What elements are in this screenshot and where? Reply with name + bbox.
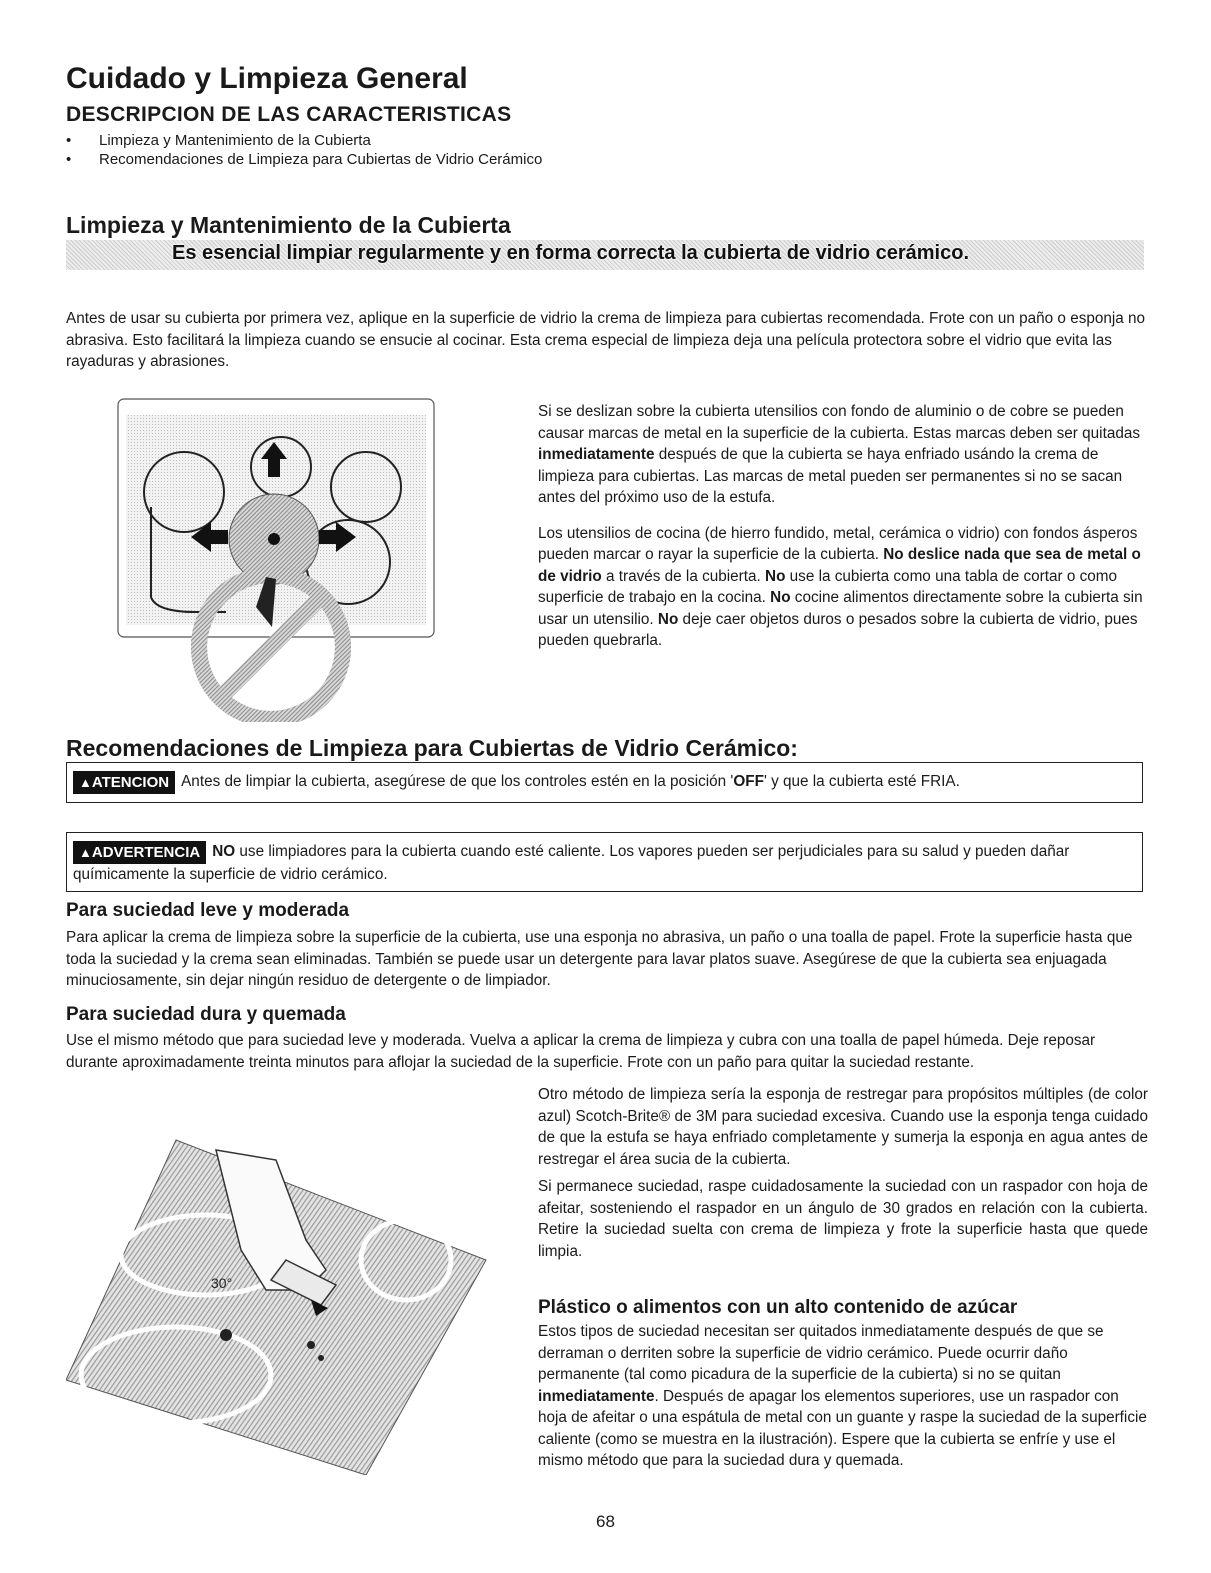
- light-soil-paragraph: Para aplicar la crema de limpieza sobre la superficie de la cubierta, use una esponja no abrasiva, un paño o una toalla de papel. Frote la superficie hasta que toda la suciedad y la crema sean eliminadas. También se puede usar un detergente para lavar platos suave. Asegúrese de que la cubierta sea enjuagada minuciosamente, sin dejar ningún residuo de detergente o de limpiador.: [66, 929, 1133, 989]
- section-heading-cooktop-cleaning: Limpieza y Mantenimiento de la Cubierta: [66, 212, 511, 238]
- heavy-soil-heading: Para suciedad dura y quemada: [66, 1004, 346, 1025]
- scotch-brite-paragraph: Otro método de limpieza sería la esponja de restregar para propósitos múltiples (de color azul) Scotch-Brite® de 3M para suciedad excesiva. Cuando use la esponja tenga cuidado de que la estufa se haya enfriado completamente y sumerja la esponja en agua antes de restregar el área sucia de la cubierta.: [538, 1086, 1148, 1168]
- plastic-sugar-heading: Plástico o alimentos con un alto contenido de azúcar: [538, 1297, 1018, 1318]
- scraper-illustration: [66, 1130, 516, 1475]
- right-column-text-2: [538, 1084, 1148, 1268]
- razor-scraper-paragraph: Si permanece suciedad, raspe cuidadosamente la suciedad con un raspador con hoja de afeitar, sosteniendo el raspador en un ángulo de 30 grados en relación con la cubierta. Retire la suciedad suelta con crema de limpieza y frote la superficie hasta que quede limpia.: [538, 1178, 1148, 1260]
- banner-text: Es esencial limpiar regularmente y en forma correcta la cubierta de vidrio cerámico.: [172, 242, 970, 264]
- rough-bottom-paragraph: Los utensilios de cocina (de hierro fundido, metal, cerámica o vidrio) con fondos ásperos pueden marcar o rayar la superficie de la cubierta. No deslice nada que sea de metal o de vidrio a través de la cubierta. No use la cubierta como una tabla de cortar o como superficie de trabajo en la cocina. No cocine alimentos directamente sobre la cubierta sin usar un utensilio. No deje caer objetos duros o pesados sobre la cubierta de vidrio, pues pueden quebrarla.: [538, 524, 1143, 649]
- page-number: 68: [596, 1512, 615, 1531]
- important-banner: [66, 240, 1144, 270]
- plastic-sugar-paragraph: Estos tipos de suciedad necesitan ser quitados inmediatamente después de que se derraman o derriten sobre la superficie de vidrio cerámico. Puede ocurrir daño permanente (tal como picadura de la superficie de la cubierta) si no se quitan inmediatamente. Después de apagar los elementos superiores, use un raspador con hoja de afeitar o una espátula de metal con un guante y raspe la suciedad de la superficie caliente (como se muestra en la ilustración). Espere que la cubierta se enfríe y use el mismo método que para la suciedad dura y quemada.: [538, 1323, 1147, 1469]
- angle-label: 30°: [211, 1275, 233, 1291]
- features-list: [66, 131, 606, 169]
- light-soil-heading: Para suciedad leve y moderada: [66, 900, 350, 921]
- caution-box: ▲ATENCION Antes de limpiar la cubierta, asegúrese de que los controles estén en la posición 'OFF' y que la cubierta esté FRIA.: [66, 762, 1143, 803]
- warning-box: ▲ADVERTENCIA NO use limpiadores para la cubierta cuando esté caliente. Los vapores pueden ser perjudiciales para su salud y pueden dañar químicamente la superficie de vidrio cerámico.: [66, 832, 1143, 892]
- warning-triangle-icon: ▲: [79, 775, 92, 790]
- cooktop-no-slide-illustration: [116, 397, 436, 722]
- intro-paragraph: Antes de usar su cubierta por primera vez, aplique en la superficie de vidrio la crema de limpieza para cubiertas recomendada. Frote con un paño o esponja no abrasiva. Esto facilitará la limpieza cuando se ensucie al cocinar. Esta crema especial de limpieza deja una película protectora sobre el vidrio que evita las rayaduras y abrasiones.: [66, 310, 1146, 370]
- heavy-soil-paragraph: Use el mismo método que para suciedad leve y moderada. Vuelva a aplicar la crema de limpieza y cubra con una toalla de papel húmeda. Deje reposar durante aproximadamente treinta minutos para aflojar la suciedad de la superficie. Frote con un paño para quitar la suciedad restante.: [66, 1032, 1096, 1071]
- caution-label: ▲ATENCION: [73, 771, 175, 794]
- feature-item: • Recomendaciones de Limpieza para Cubiertas de Vidrio Cerámico: [66, 150, 606, 169]
- feature-item: • Limpieza y Mantenimiento de la Cubierta: [66, 131, 606, 150]
- metal-marks-paragraph: Si se deslizan sobre la cubierta utensilios con fondo de aluminio o de cobre se pueden causar marcas de metal en la superficie de la cubierta. Estas marcas deben ser quitadas inmediatamente después de que la cubierta se haya enfriado usándo la crema de limpieza para cubiertas. Las marcas de metal pueden ser permanentes si no se sacan antes del próximo uso de la estufa.: [538, 403, 1140, 506]
- section-heading-recommendations: Recomendaciones de Limpieza para Cubiertas de Vidrio Cerámico:: [66, 735, 798, 761]
- right-column-text-1: [538, 401, 1148, 666]
- warning-label: ▲ADVERTENCIA: [73, 841, 206, 864]
- features-heading: DESCRIPCION DE LAS CARACTERISTICAS: [66, 103, 512, 126]
- page-title: Cuidado y Limpieza General: [66, 62, 468, 95]
- warning-triangle-icon: ▲: [79, 845, 92, 860]
